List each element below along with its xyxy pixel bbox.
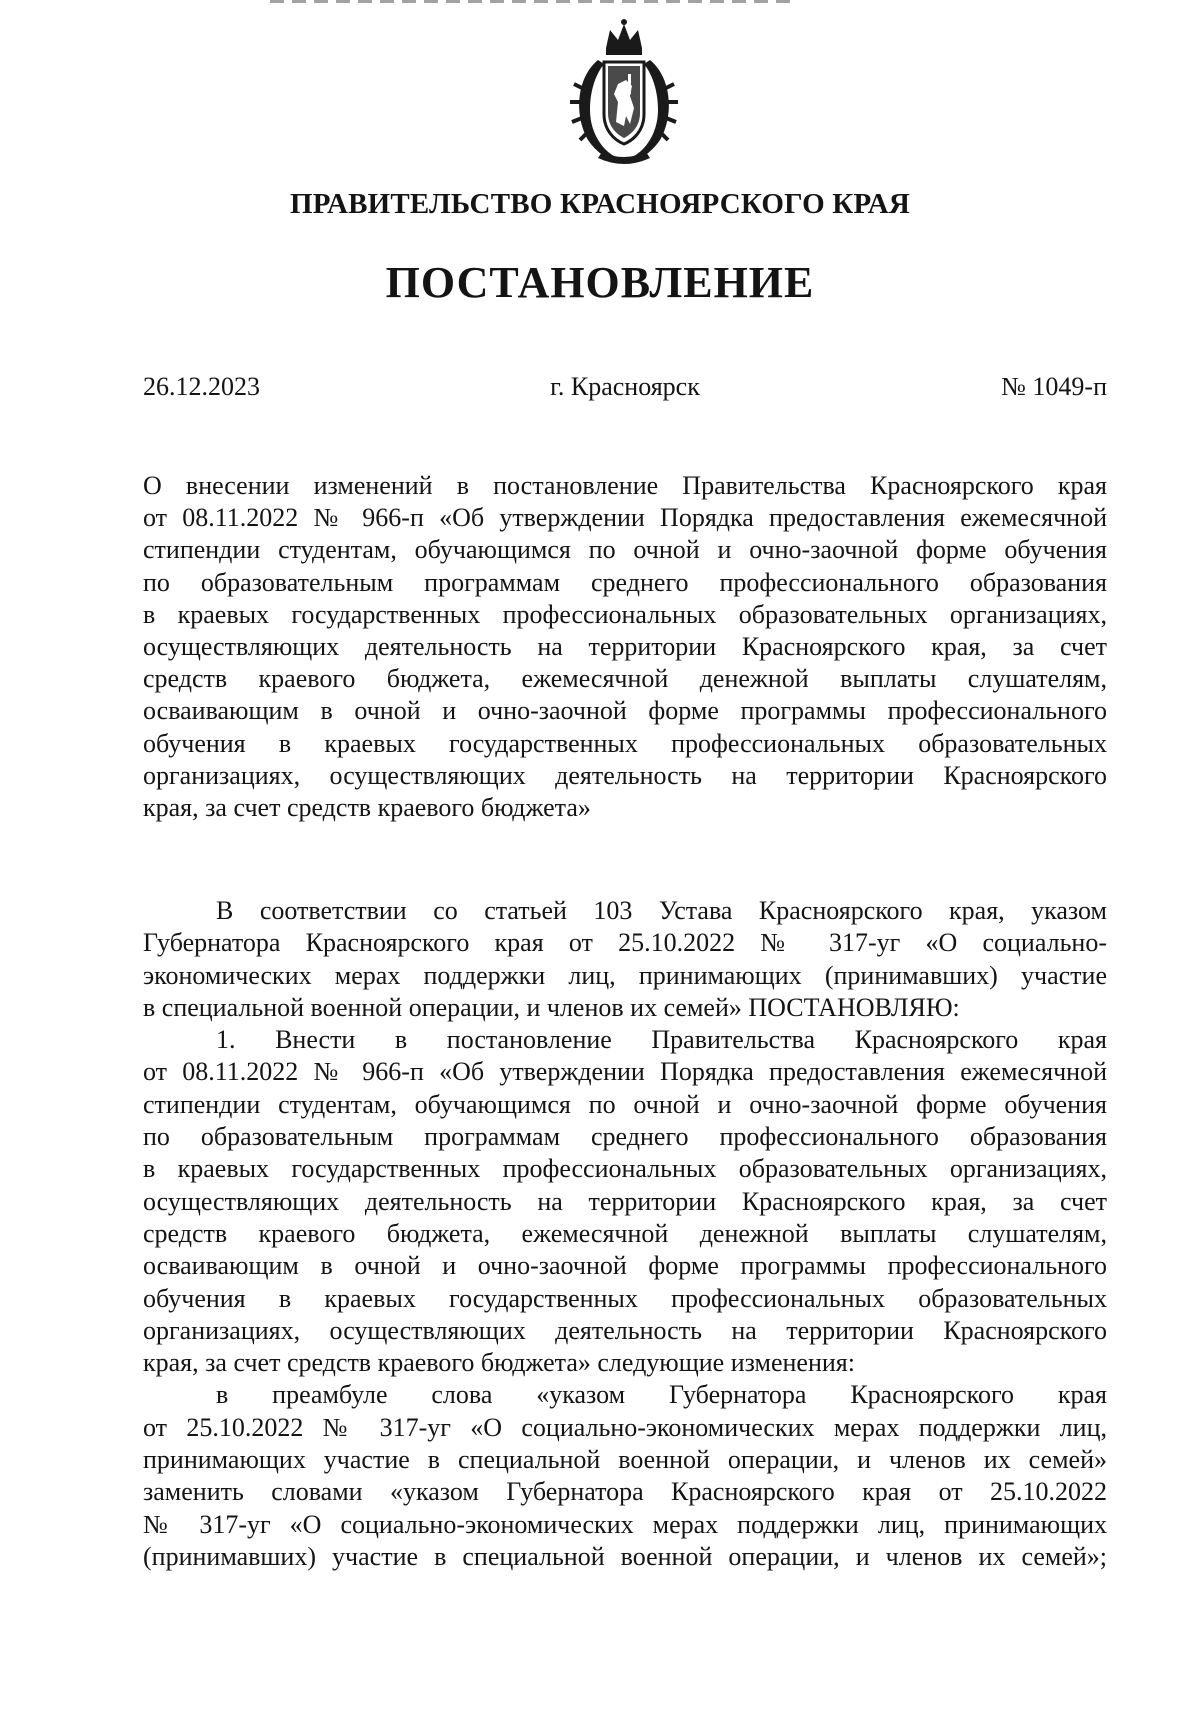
title-line: средств краевого бюджета, ежемесячной денежной выплаты слушателям, [143, 664, 1107, 694]
body-line: по образовательным программам среднего профессионального образования [143, 1122, 1107, 1152]
title-line: в краевых государственных профессиональных образовательных организациях, [143, 599, 1107, 629]
document-city: г. Красноярск [550, 372, 700, 401]
body-line: 1. Внести в постановление Правительства Красноярского края [216, 1025, 1107, 1055]
body-line: В соответствии со статьей 103 Устава Красноярского края, указом [216, 896, 1107, 925]
body-line: края, за счет средств краевого бюджета» следующие изменения: [143, 1348, 855, 1378]
body-line: принимающих участие в специальной военной операции, и членов их семей» [143, 1445, 1107, 1475]
title-line: от 08.11.2022 № 966-п «Об утверждении Порядка предоставления ежемесячной [143, 503, 1107, 533]
title-line: стипендии студентам, обучающимся по очной и очно-заочной форме обучения [143, 535, 1107, 565]
title-line: по образовательным программам среднего профессионального образования [143, 567, 1107, 597]
body-line: Губернатора Красноярского края от 25.10.2022 № 317-уг «О социально- [143, 928, 1107, 958]
scan-artifact [270, 0, 790, 3]
authority-name: ПРАВИТЕЛЬСТВО КРАСНОЯРСКОГО КРАЯ [289, 188, 911, 220]
body-line: стипендии студентам, обучающимся по очной и очно-заочной форме обучения [143, 1089, 1107, 1119]
body-line: обучения в краевых государственных профессиональных образовательных [143, 1283, 1107, 1313]
krasnoyarsk-coat-of-arms-icon [568, 18, 680, 170]
title-line: О внесении изменений в постановление Правительства Красноярского края [143, 471, 1107, 500]
body-line: организациях, осуществляющих деятельность на территории Красноярского [143, 1315, 1107, 1345]
body-line: экономических мерах поддержки лиц, принимающих (принимавших) участие [143, 960, 1107, 990]
document-meta [143, 372, 1107, 406]
body-line: от 08.11.2022 № 966-п «Об утверждении Порядка предоставления ежемесячной [143, 1057, 1107, 1087]
title-line: осваивающим в очной и очно-заочной форме программы профессионального [143, 696, 1107, 726]
body-line: от 25.10.2022 № 317-уг «О социально-экономических мерах поддержки лиц, [143, 1412, 1107, 1442]
title-line: осуществляющих деятельность на территории Красноярского края, за счет [143, 632, 1107, 662]
body-line: в преамбуле слова «указом Губернатора Красноярского края [216, 1380, 1107, 1410]
document-date: 26.12.2023 [143, 372, 260, 401]
body-line: в краевых государственных профессиональных образовательных организациях, [143, 1154, 1107, 1184]
title-line: организациях, осуществляющих деятельность на территории Красноярского [143, 760, 1107, 790]
body-line: заменить словами «указом Губернатора Красноярского края от 25.10.2022 [143, 1477, 1107, 1507]
title-line: края, за счет средств краевого бюджета» [143, 793, 591, 823]
document-title [143, 470, 1107, 824]
body-line: в специальной военной операции, и членов их семей» ПОСТАНОВЛЯЮ: [143, 992, 960, 1022]
body-line: осваивающим в очной и очно-заочной форме программы профессионального [143, 1251, 1107, 1281]
body-line: осуществляющих деятельность на территории Красноярского края, за счет [143, 1186, 1107, 1216]
body-line: средств краевого бюджета, ежемесячной денежной выплаты слушателям, [143, 1218, 1107, 1248]
document-number: № 1049-п [1001, 372, 1107, 401]
document-type: ПОСТАНОВЛЕНИЕ [385, 258, 815, 307]
body-line: № 317-уг «О социально-экономических мерах поддержки лиц, принимающих [143, 1509, 1107, 1539]
body-line: (принимавших) участие в специальной военной операции, и членов их семей»; [143, 1541, 1107, 1571]
document-body [143, 895, 1107, 1573]
title-line: обучения в краевых государственных профессиональных образовательных [143, 728, 1107, 758]
